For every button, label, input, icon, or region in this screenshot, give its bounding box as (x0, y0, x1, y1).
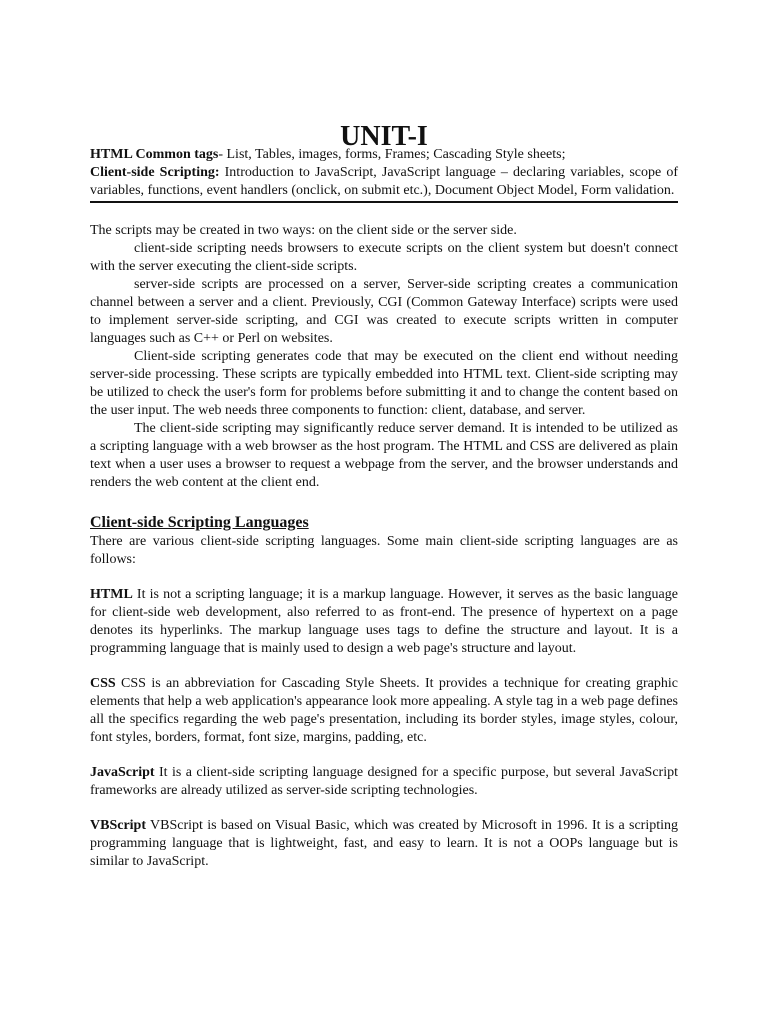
header-divider (90, 201, 678, 203)
section-heading: Client-side Scripting Languages (90, 514, 309, 531)
section-intro: There are various client-side scripting languages. Some main client-side scripting languages are as follows: (90, 534, 678, 567)
paragraph-client-side-generation: Client-side scripting generates code that may be executed on the client end without needing server-side processing. These scripts are typically embedded into HTML text. Client-side scripting may be utilized to check the user's form for problems before submitting it and to change the content based on the user input. The web needs three components to function: client, database, and server. (90, 349, 678, 418)
language-html (90, 586, 678, 658)
syllabus-html-tags-text: - List, Tables, images, forms, Frames; Cascading Style sheets; (218, 147, 566, 162)
language-css-text: CSS is an abbreviation for Cascading Style Sheets. It provides a technique for creating graphic elements that help a web application's appearance look more appealing. A style tag in a web page defines all the specifics regarding the web page's presentation, including its border styles, image styles, colour, font styles, borders, format, font size, margins, padding, etc. (90, 676, 678, 745)
language-css (90, 675, 678, 747)
paragraph-server-side: server-side scripts are processed on a server, Server-side scripting creates a communication channel between a server and a client. Previously, CGI (Common Gateway Interface) scripts were used to implement server-side scripting, and CGI was created to execute scripts written in computer languages such as C++ or Perl on websites. (90, 277, 678, 346)
syllabus-client-side-label: Client-side Scripting: (90, 165, 220, 180)
language-html-text: It is not a scripting language; it is a markup language. However, it serves as the basic language for client-side web development, also referred to as front-end. The presence of hypertext on a page denotes its hyperlinks. The markup language uses tags to define the structure and layout. It is a programming language that is mainly used to design a web page's structure and layout. (90, 587, 678, 656)
document-page (90, 121, 678, 871)
language-javascript (90, 764, 678, 800)
language-html-name: HTML (90, 587, 133, 602)
language-vbscript-text: VBScript is based on Visual Basic, which was created by Microsoft in 1996. It is a scripting programming language that is lightweight, fast, and easy to learn. It is not a OOPs language but is similar to JavaScript. (90, 818, 678, 869)
language-javascript-name: JavaScript (90, 765, 155, 780)
syllabus-html-tags (90, 146, 678, 164)
language-vbscript (90, 817, 678, 871)
language-vbscript-name: VBScript (90, 818, 146, 833)
language-javascript-text: It is a client-side scripting language designed for a specific purpose, but several JavaScript frameworks are already utilized as server-side scripting technologies. (90, 765, 678, 798)
paragraph-server-demand: The client-side scripting may significantly reduce server demand. It is intended to be utilized as a scripting language with a web browser as the host program. The HTML and CSS are delivered as plain text when a user uses a browser to request a webpage from the server, and the browser understands and renders the web content at the client end. (90, 421, 678, 490)
syllabus-html-tags-label: HTML Common tags (90, 147, 219, 162)
unit-title: UNIT-I (340, 121, 428, 152)
syllabus-client-side-scripting (90, 164, 678, 200)
language-css-name: CSS (90, 676, 116, 691)
syllabus-client-side-text: Introduction to JavaScript, JavaScript language – declaring variables, scope of variables, functions, event handlers (onclick, on submit etc.), Document Object Model, Form validation. (90, 165, 678, 198)
paragraph-client-side: client-side scripting needs browsers to execute scripts on the client system but doesn't connect with the server executing the client-side scripts. (90, 241, 678, 274)
intro-paragraph: The scripts may be created in two ways: on the client side or the server side. (90, 223, 517, 238)
